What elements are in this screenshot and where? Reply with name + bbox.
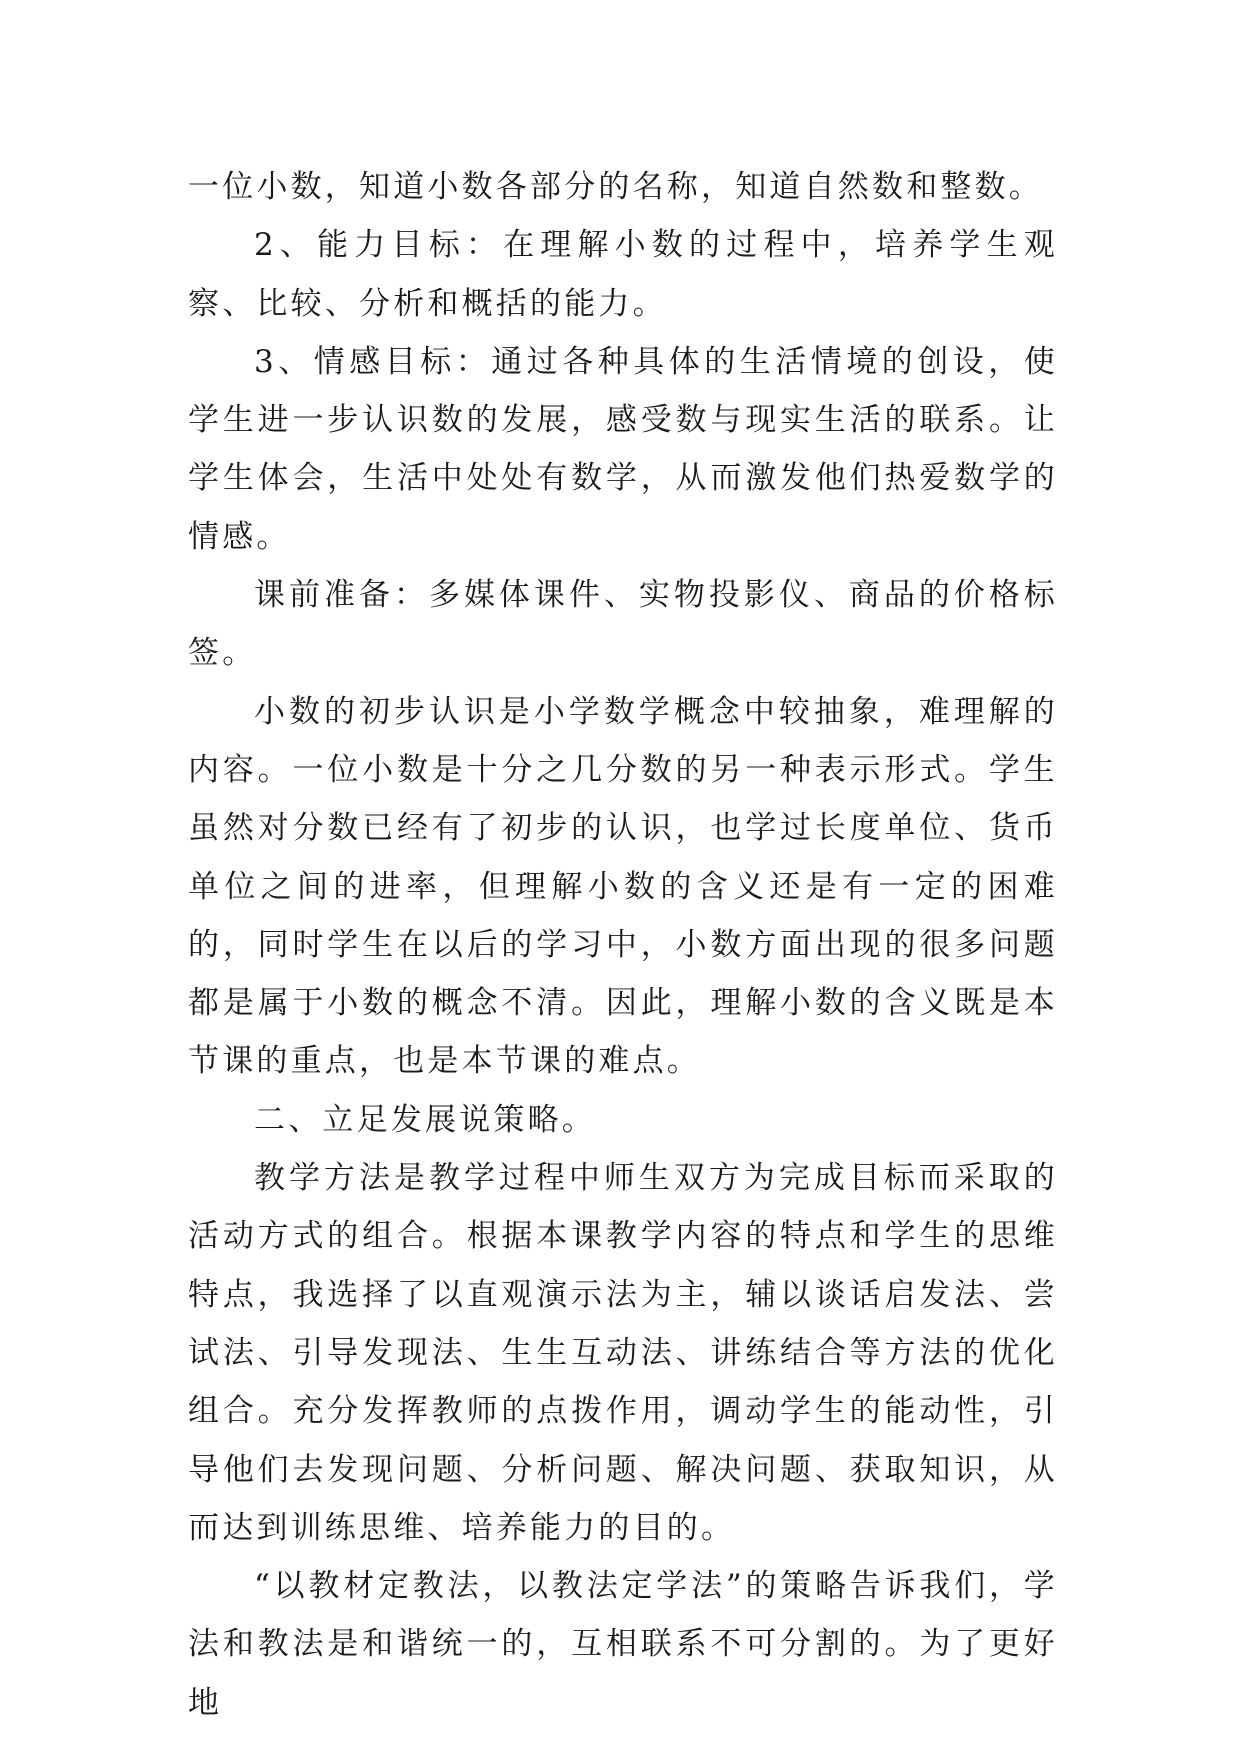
paragraph-decimal-names: 一位小数，知道小数各部分的名称，知道自然数和整数。 xyxy=(188,169,1043,205)
section-heading-strategy: 二、立足发展说策略。 xyxy=(254,1101,596,1138)
document-body xyxy=(188,158,1058,1732)
paragraph-learning-methods: “以教材定教法，以教法定学法”的策略告诉我们，学法和教法是和谐统一的，互相联系不可分割的。为了更好地 xyxy=(188,1568,1058,1721)
paragraph-preparation: 课前准备：多媒体课件、实物投影仪、商品的价格标签。 xyxy=(188,577,1058,672)
paragraph-teaching-methods: 教学方法是教学过程中师生双方为完成目标而采取的活动方式的组合。根据本课教学内容的特点和学生的思维特点，我选择了以直观演示法为主，辅以谈话启发法、尝试法、引导发现法、生生互动法、讲练结合等方法的优化组合。充分发挥教师的点拨作用，调动学生的能动性，引导他们去发现问题、分析问题、解决问题、获取知识，从而达到训练思维、培养能力的目的。 xyxy=(188,1160,1058,1546)
paragraph-key-points: 小数的初步认识是小学数学概念中较抽象，难理解的内容。一位小数是十分之几分数的另一种表示形式。学生虽然对分数已经有了初步的认识，也学过长度单位、货币单位之间的进率，但理解小数的含义还是有一定的困难的，同时学生在以后的学习中，小数方面出现的很多问题都是属于小数的概念不清。因此，理解小数的含义既是本节课的重点，也是本节课的难点。 xyxy=(188,693,1058,1080)
paragraph-ability-goal: 2、能力目标：在理解小数的过程中，培养学生观察、比较、分析和概括的能力。 xyxy=(188,227,1058,322)
paragraph-emotion-goal: 3、情感目标：通过各种具体的生活情境的创设，使学生进一步认识数的发展，感受数与现实生活的联系。让学生体会，生活中处处有数学，从而激发他们热爱数学的情感。 xyxy=(188,343,1058,555)
